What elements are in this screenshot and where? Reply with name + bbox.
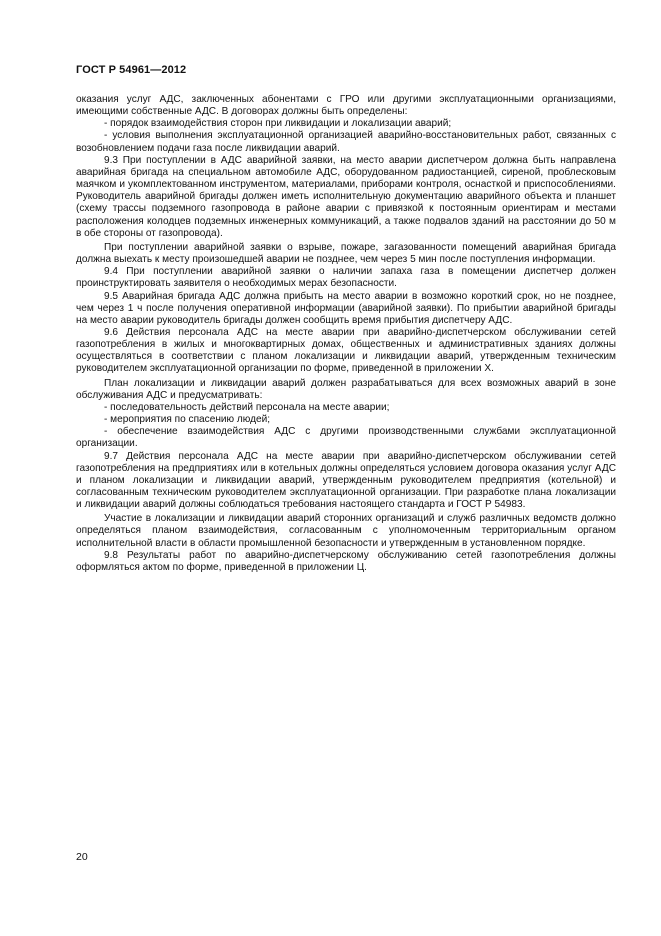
paragraph-9-5: 9.5 Аварийная бригада АДС должна прибыть на место аварии в возможно короткий срок, но не позднее, чем через 1 ч после получения оперативной информации (аварийной заявки). По прибытии аварийной бригады на место аварии руководитель бригады должен сообщить время прибытия диспетчеру АДС. [76, 290, 616, 326]
list-item: - обеспечение взаимодействия АДС с другими производственными службами эксплуатационной организации. [76, 426, 616, 450]
paragraph-9-7: 9.7 Действия персонала АДС на месте аварии при аварийно-диспетчерском обслуживании сетей газопотребления на предприятиях или в котельных должны определяться условием договора оказания услуг АДС и планом локализации и ликвидации аварий, утвержденным руководителем предприятия (котельной) и согласованным техническим руководителем эксплуатационной организации. При разработке плана локализации и ликвидации аварий должны соблюдаться требования настоящего стандарта и ГОСТ Р 54983. [76, 450, 616, 511]
paragraph: План локализации и ликвидации аварий должен разрабатываться для всех возможных аварий в зоне обслуживания АДС и предусматривать: [76, 377, 616, 401]
paragraph-continuation: оказания услуг АДС, заключенных абонентами с ГРО или другими эксплуатационными организациями, имеющими собственные АДС. В договорах должны быть определены: [76, 94, 616, 118]
paragraph-9-3: 9.3 При поступлении в АДС аварийной заявки, на место аварии диспетчером должна быть направлена аварийная бригада на специальном автомобиле АДС, оборудованном радиостанцией, сиреной, проблесковым маячком и укомплектованном инструментом, материалами, приборами контроля, оснасткой и приспособлениями. Руководитель аварийной бригады должен иметь исполнительную документацию аварийного объекта и планшет (схему трассы подземного газопровода в районе аварии с привязкой к постоянным ориентирам и местами расположения колодцев подземных инженерных коммуникаций, а также подвалов зданий на расстоянии до 50 м в обе стороны от газопровода). [76, 154, 616, 239]
paragraph-9-4: 9.4 При поступлении аварийной заявки о наличии запаха газа в помещении диспетчер должен проинструктировать заявителя о необходимых мерах безопасности. [76, 266, 616, 290]
paragraph: Участие в локализации и ликвидации аварий сторонних организаций и служб различных ведомств должно определяться планом взаимодействия, согласованным с уполномоченным территориальным органом исполнительной власти в области промышленной безопасности и утвержденным в установленном порядке. [76, 513, 616, 549]
list-item: - мероприятия по спасению людей; [104, 414, 271, 426]
list-item: - последовательность действий персонала на месте аварии; [104, 401, 390, 413]
document-body [76, 94, 616, 574]
list-item: - порядок взаимодействия сторон при ликвидации и локализации аварий; [104, 118, 452, 130]
list-item: - условия выполнения эксплуатационной организацией аварийно-восстановительных работ, связанных с возобновлением подачи газа после ликвидации аварий. [76, 130, 616, 154]
paragraph-9-6: 9.6 Действия персонала АДС на месте аварии при аварийно-диспетчерском обслуживании сетей газопотребления в жилых и многоквартирных домах, общественных и административных зданиях должны осуществляться в соответствии с планом локализации и ликвидации аварий, утвержденным техническим руководителем эксплуатационной организации по форме, приведенной в приложении Х. [76, 326, 616, 375]
page-header-title: ГОСТ Р 54961—2012 [76, 64, 187, 76]
paragraph: При поступлении аварийной заявки о взрыве, пожаре, загазованности помещений аварийная бригада должна выехать к месту произошедшей аварии не позднее, чем через 5 мин после поступления информации. [76, 241, 616, 266]
page-number: 20 [76, 851, 88, 863]
paragraph-9-8: 9.8 Результаты работ по аварийно-диспетчерскому обслуживанию сетей газопотребления должны оформляться актом по форме, приведенной в приложении Ц. [76, 549, 616, 573]
